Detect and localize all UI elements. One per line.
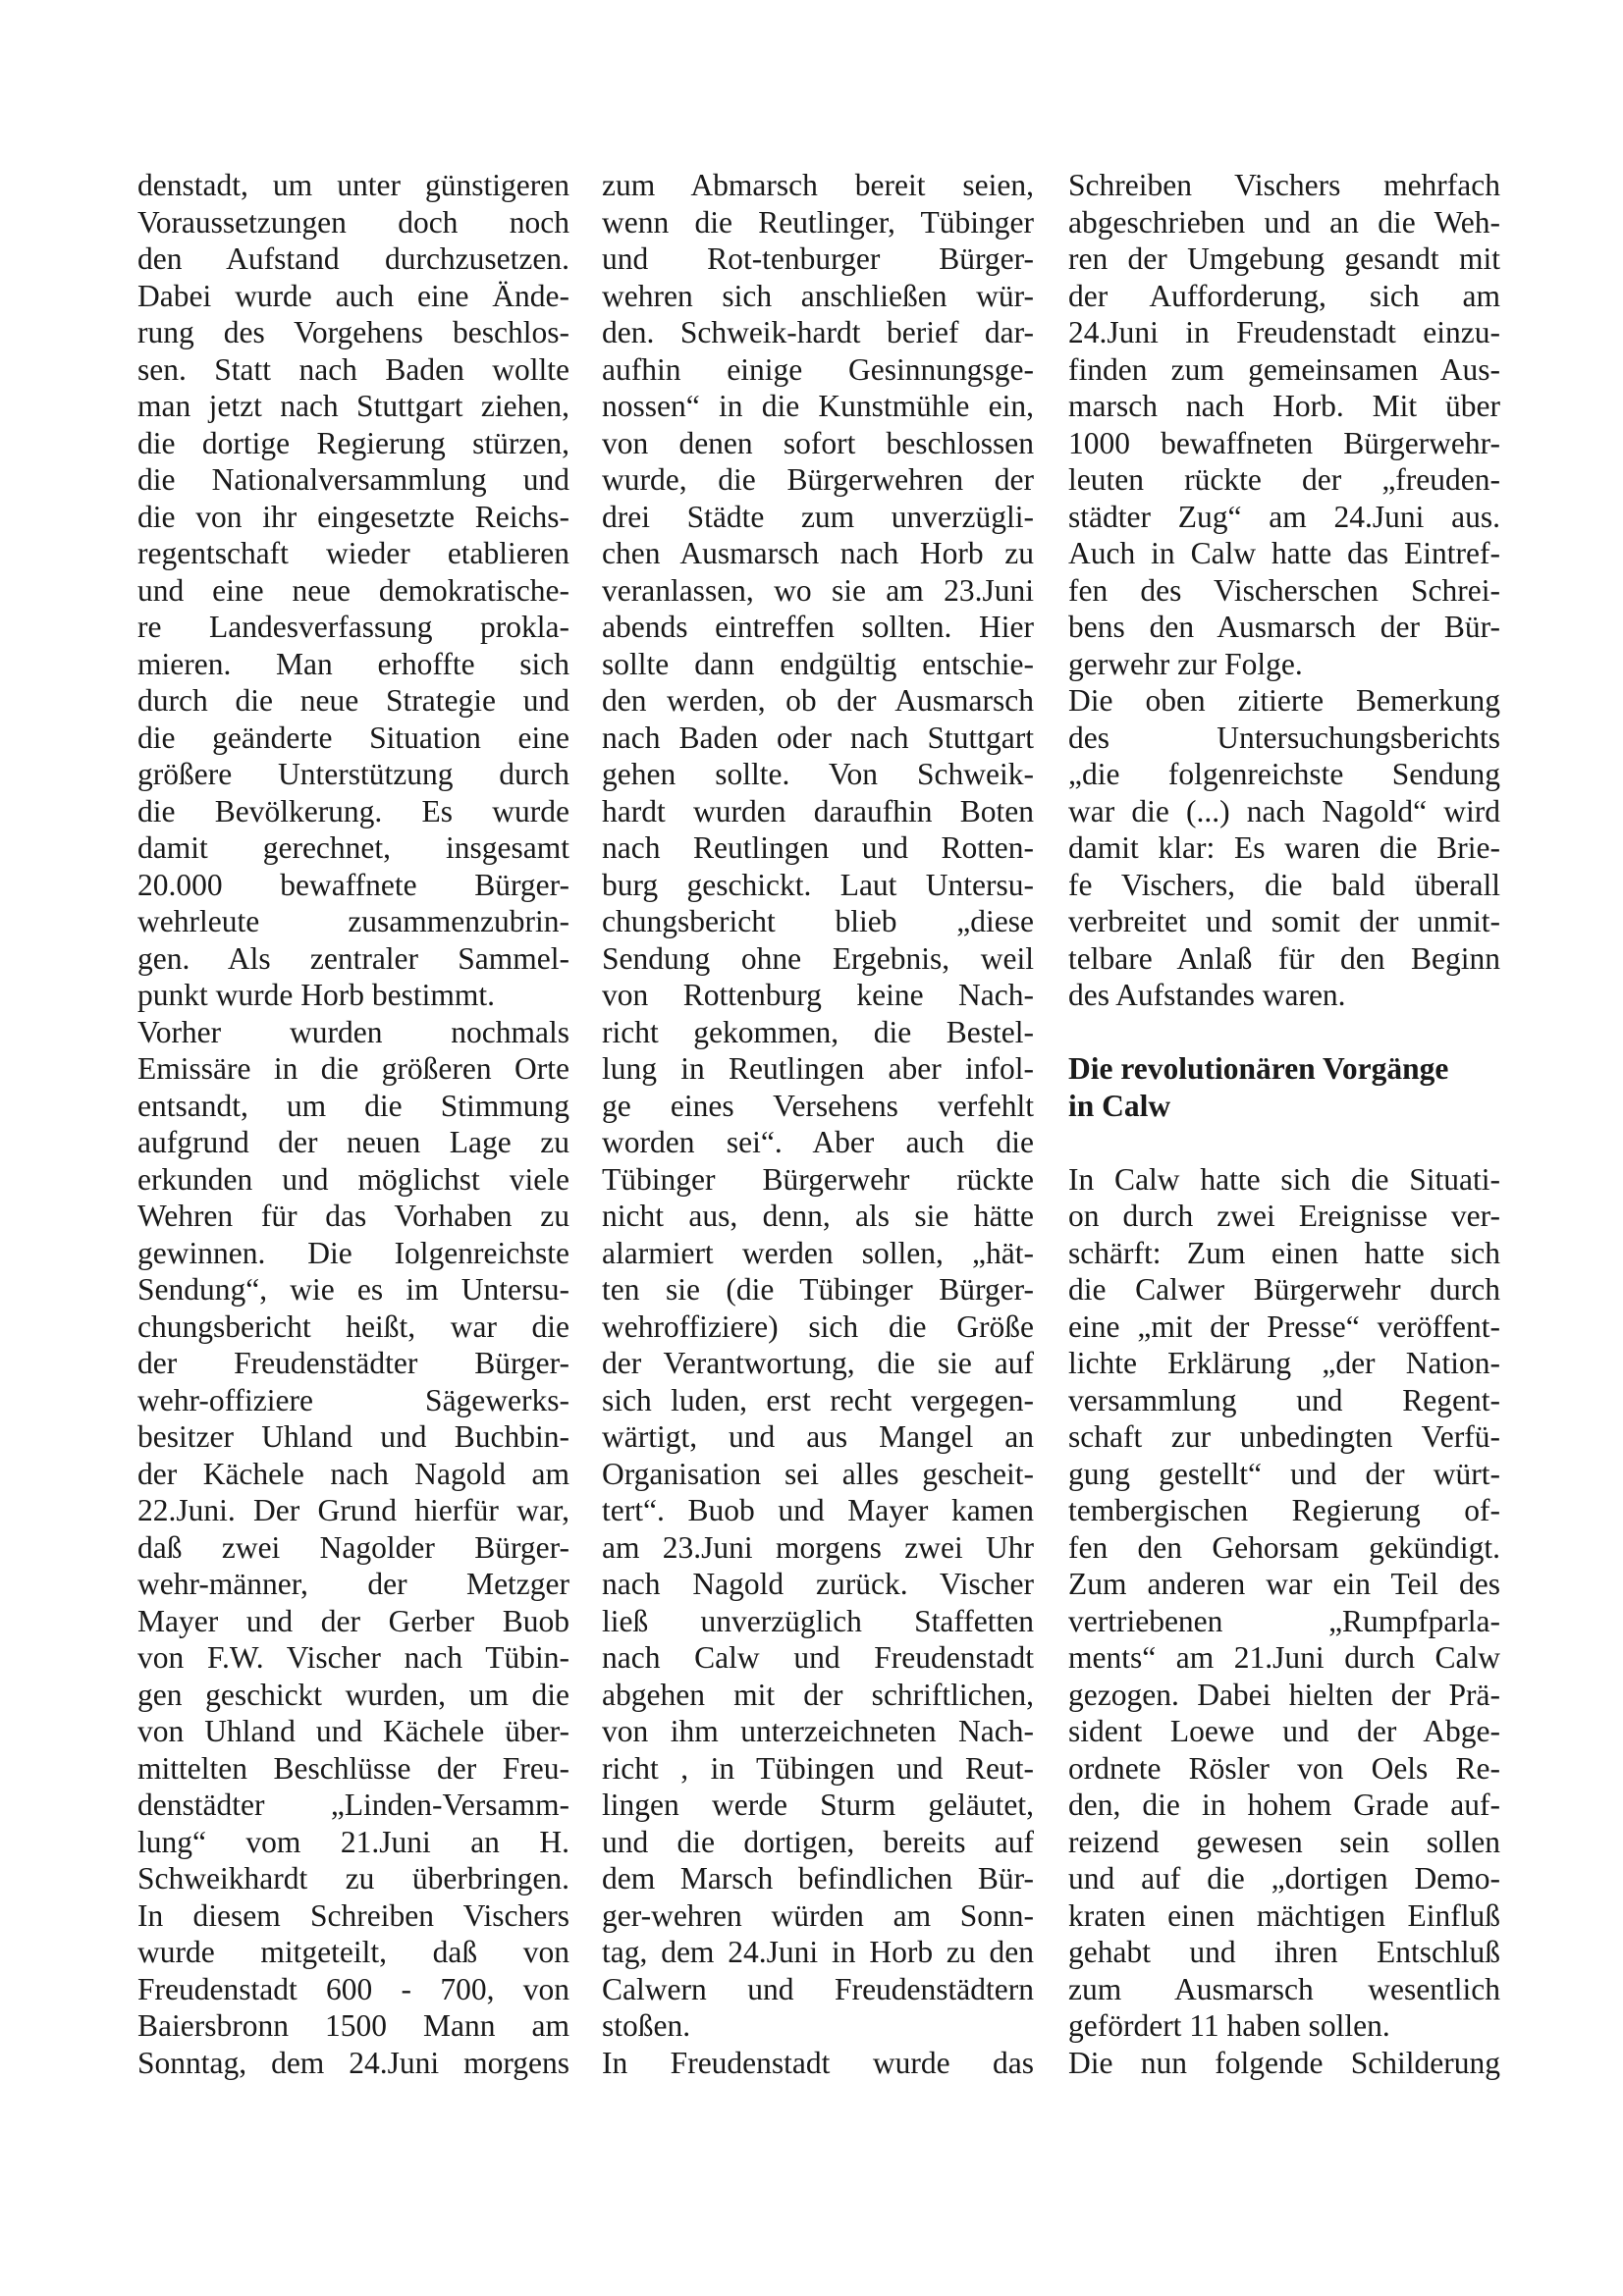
text-line: von F.W. Vischer nach Tübin-	[137, 1640, 569, 1675]
text-line: lichte Erklärung „der Nation-	[1068, 1346, 1500, 1380]
text-line: worden sei“. Aber auch die	[602, 1125, 1034, 1159]
text-line: telbare Anlaß für den Beginn	[1068, 940, 1500, 976]
text-line: denstädter „Linden-Versamm-	[137, 1788, 569, 1822]
text-line: „die folgenreichste Sendung	[1068, 757, 1500, 791]
text-line: am 23.Juni morgens zwei Uhr	[602, 1529, 1034, 1565]
text-line: die Bevölkerung. Es wurde	[137, 793, 569, 828]
text-line: und Rot-tenburger Bürger-	[602, 241, 1034, 276]
text-line: besitzer Uhland und Buchbin-	[137, 1419, 569, 1454]
text-line: ten sie (die Tübinger Bürger-	[602, 1272, 1034, 1307]
text-line: und eine neue demokratische-	[137, 572, 569, 608]
text-line: ger-wehren würden am Sonn-	[602, 1897, 1034, 1933]
text-line: Wehren für das Vorhaben zu	[137, 1199, 569, 1233]
text-line: lung“ vom 21.Juni an H.	[137, 1824, 569, 1859]
text-line: abgeschrieben und an die Weh-	[1068, 204, 1500, 240]
text-line: gezogen. Dabei hielten der Prä-	[1068, 1677, 1500, 1712]
text-line: gefördert 11 haben sollen.	[1068, 2008, 1390, 2043]
text-line: damit gerechnet, insgesamt	[137, 830, 569, 865]
text-line: nach Nagold zurück. Vischer	[602, 1567, 1034, 1601]
text-line: Auch in Calw hatte das Eintref-	[1068, 536, 1500, 570]
text-line: fe Vischers, die bald überall	[1068, 867, 1500, 902]
text-line: die Nationalversammlung und	[137, 462, 569, 497]
text-line: Zum anderen war ein Teil des	[1068, 1567, 1500, 1601]
text-line: den werden, ob der Ausmarsch	[602, 683, 1034, 718]
text-line: die geänderte Situation eine	[137, 720, 569, 755]
text-line: gerwehr zur Folge.	[1068, 646, 1303, 681]
text-line: aufgrund der neuen Lage zu	[137, 1125, 569, 1159]
text-line: richt gekommen, die Bestel-	[602, 1014, 1034, 1049]
text-line: 22.Juni. Der Grund hierfür war,	[137, 1493, 569, 1527]
text-line: Baiersbronn 1500 Mann am	[137, 2008, 569, 2043]
text-line: eine „mit der Presse“ veröffent-	[1068, 1308, 1500, 1344]
text-line: nach Reutlingen und Rotten-	[602, 830, 1034, 865]
text-line: von denen sofort beschlossen	[602, 425, 1034, 460]
text-line: sollte dann endgültig entschie-	[602, 646, 1034, 681]
paragraph-gap	[1068, 1124, 1500, 1161]
text-line: wehren sich anschließen wür-	[602, 278, 1034, 313]
text-line: wärtigt, und aus Mangel an	[602, 1419, 1034, 1454]
text-line: der Kächele nach Nagold am	[137, 1456, 569, 1491]
text-line: Emissäre in die größeren Orte	[137, 1051, 569, 1086]
paragraph-gap	[1068, 1014, 1500, 1051]
text-line: 20.000 bewaffnete Bürger-	[137, 867, 569, 902]
text-line: marsch nach Horb. Mit über	[1068, 389, 1500, 423]
text-line: Dabei wurde auch eine Ände-	[137, 278, 569, 313]
text-line: den, die in hohem Grade auf-	[1068, 1788, 1500, 1822]
text-line: damit klar: Es waren die Brie-	[1068, 830, 1500, 865]
text-line: zum Abmarsch bereit seien,	[602, 168, 1034, 202]
text-line: sident Loewe und der Abge-	[1068, 1714, 1500, 1748]
text-line: regentschaft wieder etablieren	[137, 536, 569, 570]
text-line: ordnete Rösler von Oels Re-	[1068, 1750, 1500, 1786]
text-line: In diesem Schreiben Vischers	[137, 1897, 569, 1933]
text-line: wehr-offiziere Sägewerks-	[137, 1382, 569, 1417]
text-line: die Calwer Bürgerwehr durch	[1068, 1272, 1500, 1307]
text-line: Freudenstadt 600 - 700, von	[137, 1971, 569, 2006]
text-line: des Aufstandes waren.	[1068, 978, 1346, 1012]
text-line: ließ unverzüglich Staffetten	[602, 1603, 1034, 1638]
text-line: größere Unterstützung durch	[137, 757, 569, 791]
text-line: sen. Statt nach Baden wollte	[137, 351, 569, 387]
text-line: gen geschickt wurden, um die	[137, 1677, 569, 1712]
text-line: hardt wurden daraufhin Boten	[602, 793, 1034, 828]
text-line: denstadt, um unter günstigeren	[137, 168, 569, 202]
text-line: der Freudenstädter Bürger-	[137, 1346, 569, 1380]
text-line: städter Zug“ am 24.Juni aus.	[1068, 499, 1500, 534]
text-line: Tübinger Bürgerwehr rückte	[602, 1161, 1034, 1197]
text-line: mittelten Beschlüsse der Freu-	[137, 1750, 569, 1786]
text-line: wehr-männer, der Metzger	[137, 1567, 569, 1601]
text-line: wurde mitgeteilt, daß von	[137, 1935, 569, 1969]
text-line: den. Schweik-hardt berief dar-	[602, 315, 1034, 349]
text-line: Die nun folgende Schilderung	[1068, 2045, 1500, 2080]
text-line: vertriebenen „Rumpfparla-	[1068, 1603, 1500, 1638]
text-column-2	[602, 167, 1034, 2081]
text-line: stoßen.	[602, 2008, 691, 2043]
text-line: reizend gewesen sein sollen	[1068, 1824, 1500, 1859]
text-line: re Landesverfassung prokla-	[137, 610, 569, 644]
text-line: schaft zur unbedingten Verfü-	[1068, 1419, 1500, 1454]
text-line: und auf die „dortigen Demo-	[1068, 1861, 1500, 1896]
text-line: schärft: Zum einen hatte sich	[1068, 1235, 1500, 1270]
text-line: tembergischen Regierung of-	[1068, 1493, 1500, 1527]
text-line: wehrleute zusammenzubrin-	[137, 904, 569, 938]
text-line: wehroffiziere) sich die Größe	[602, 1308, 1034, 1344]
text-line: richt , in Tübingen und Reut-	[602, 1750, 1034, 1786]
text-line: erkunden und möglichst viele	[137, 1161, 569, 1197]
text-line: burg geschickt. Laut Untersu-	[602, 867, 1034, 902]
text-line: bens den Ausmarsch der Bür-	[1068, 610, 1500, 644]
text-line: nach Calw und Freudenstadt	[602, 1640, 1034, 1675]
text-line: war die (...) nach Nagold“ wird	[1068, 793, 1500, 828]
text-line: gehabt und ihren Entschluß	[1068, 1935, 1500, 1969]
text-line: gehen sollte. Von Schweik-	[602, 757, 1034, 791]
text-line: ments“ am 21.Juni durch Calw	[1068, 1640, 1500, 1675]
text-line: ge eines Versehens verfehlt	[602, 1088, 1034, 1123]
text-line: veranlassen, wo sie am 23.Juni	[602, 572, 1034, 608]
text-column-1	[137, 167, 569, 2081]
text-line: daß zwei Nagolder Bürger-	[137, 1529, 569, 1565]
text-line: wurde, die Bürgerwehren der	[602, 462, 1034, 497]
text-line: wenn die Reutlinger, Tübinger	[602, 204, 1034, 240]
text-line: durch die neue Strategie und	[137, 683, 569, 718]
text-line: chen Ausmarsch nach Horb zu	[602, 536, 1034, 570]
text-line: chungsbericht heißt, war die	[137, 1308, 569, 1344]
text-line: Organisation sei alles gescheit-	[602, 1456, 1034, 1491]
text-line: leuten rückte der „freuden-	[1068, 462, 1500, 497]
text-line: alarmiert werden sollen, „hät-	[602, 1235, 1034, 1270]
text-line: tert“. Buob und Mayer kamen	[602, 1493, 1034, 1527]
text-line: von ihm unterzeichneten Nach-	[602, 1714, 1034, 1748]
text-line: chungsbericht blieb „diese	[602, 904, 1034, 938]
text-line: In Calw hatte sich die Situati-	[1068, 1161, 1500, 1197]
text-line: fen des Vischerschen Schrei-	[1068, 572, 1500, 608]
text-line: finden zum gemeinsamen Aus-	[1068, 351, 1500, 387]
text-line: nossen“ in die Kunstmühle ein,	[602, 389, 1034, 423]
text-line: Schweikhardt zu überbringen.	[137, 1861, 569, 1896]
text-line: die von ihr eingesetzte Reichs-	[137, 499, 569, 534]
text-line: nicht aus, denn, als sie hätte	[602, 1199, 1034, 1233]
section-heading: Die revolutionären Vorgänge	[1068, 1051, 1449, 1086]
text-line: entsandt, um die Stimmung	[137, 1088, 569, 1123]
text-line: on durch zwei Ereignisse ver-	[1068, 1199, 1500, 1233]
text-line: des Untersuchungsberichts	[1068, 720, 1500, 755]
text-line: gung gestellt“ und der würt-	[1068, 1456, 1500, 1491]
text-line: drei Städte zum unverzügli-	[602, 499, 1034, 534]
section-heading: in Calw	[1068, 1088, 1171, 1123]
text-line: Schreiben Vischers mehrfach	[1068, 168, 1500, 202]
text-line: In Freudenstadt wurde das	[602, 2045, 1034, 2080]
text-line: gen. Als zentraler Sammel-	[137, 940, 569, 976]
text-line: Calwern und Freudenstädtern	[602, 1971, 1034, 2006]
text-line: Vorher wurden nochmals	[137, 1014, 569, 1049]
text-line: zum Ausmarsch wesentlich	[1068, 1971, 1500, 2006]
text-line: Voraussetzungen doch noch	[137, 204, 569, 240]
text-line: versammlung und Regent-	[1068, 1382, 1500, 1417]
text-line: abends eintreffen sollten. Hier	[602, 610, 1034, 644]
text-line: den Aufstand durchzusetzen.	[137, 241, 569, 276]
text-line: ren der Umgebung gesandt mit	[1068, 241, 1500, 276]
text-line: 24.Juni in Freudenstadt einzu-	[1068, 315, 1500, 349]
text-line: kraten einen mächtigen Einfluß	[1068, 1897, 1500, 1933]
text-line: tag, dem 24.Juni in Horb zu den	[602, 1935, 1034, 1969]
text-line: abgehen mit der schriftlichen,	[602, 1677, 1034, 1712]
text-line: mieren. Man erhoffte sich	[137, 646, 569, 681]
text-line: aufhin einige Gesinnungsge-	[602, 351, 1034, 387]
text-line: dem Marsch befindlichen Bür-	[602, 1861, 1034, 1896]
text-line: man jetzt nach Stuttgart ziehen,	[137, 389, 569, 423]
text-line: lingen werde Sturm geläutet,	[602, 1788, 1034, 1822]
text-line: von Rottenburg keine Nach-	[602, 978, 1034, 1012]
text-line: nach Baden oder nach Stuttgart	[602, 720, 1034, 755]
text-line: Mayer und der Gerber Buob	[137, 1603, 569, 1638]
text-line: Sendung ohne Ergebnis, weil	[602, 940, 1034, 976]
text-line: und die dortigen, bereits auf	[602, 1824, 1034, 1859]
text-line: fen den Gehorsam gekündigt.	[1068, 1529, 1500, 1565]
text-line: 1000 bewaffneten Bürgerwehr-	[1068, 425, 1500, 460]
text-line: die dortige Regierung stürzen,	[137, 425, 569, 460]
text-line: Sendung“, wie es im Untersu-	[137, 1272, 569, 1307]
text-line: der Verantwortung, die sie auf	[602, 1346, 1034, 1380]
text-line: gewinnen. Die Iolgenreichste	[137, 1235, 569, 1270]
text-line: von Uhland und Kächele über-	[137, 1714, 569, 1748]
text-line: verbreitet und somit der unmit-	[1068, 904, 1500, 938]
text-line: der Aufforderung, sich am	[1068, 278, 1500, 313]
text-line: Die oben zitierte Bemerkung	[1068, 683, 1500, 718]
text-line: lung in Reutlingen aber infol-	[602, 1051, 1034, 1086]
text-line: sich luden, erst recht vergegen-	[602, 1382, 1034, 1417]
text-column-3	[1068, 167, 1500, 2081]
text-line: rung des Vorgehens beschlos-	[137, 315, 569, 349]
text-line: Sonntag, dem 24.Juni morgens	[137, 2045, 569, 2080]
text-line: punkt wurde Horb bestimmt.	[137, 978, 495, 1012]
